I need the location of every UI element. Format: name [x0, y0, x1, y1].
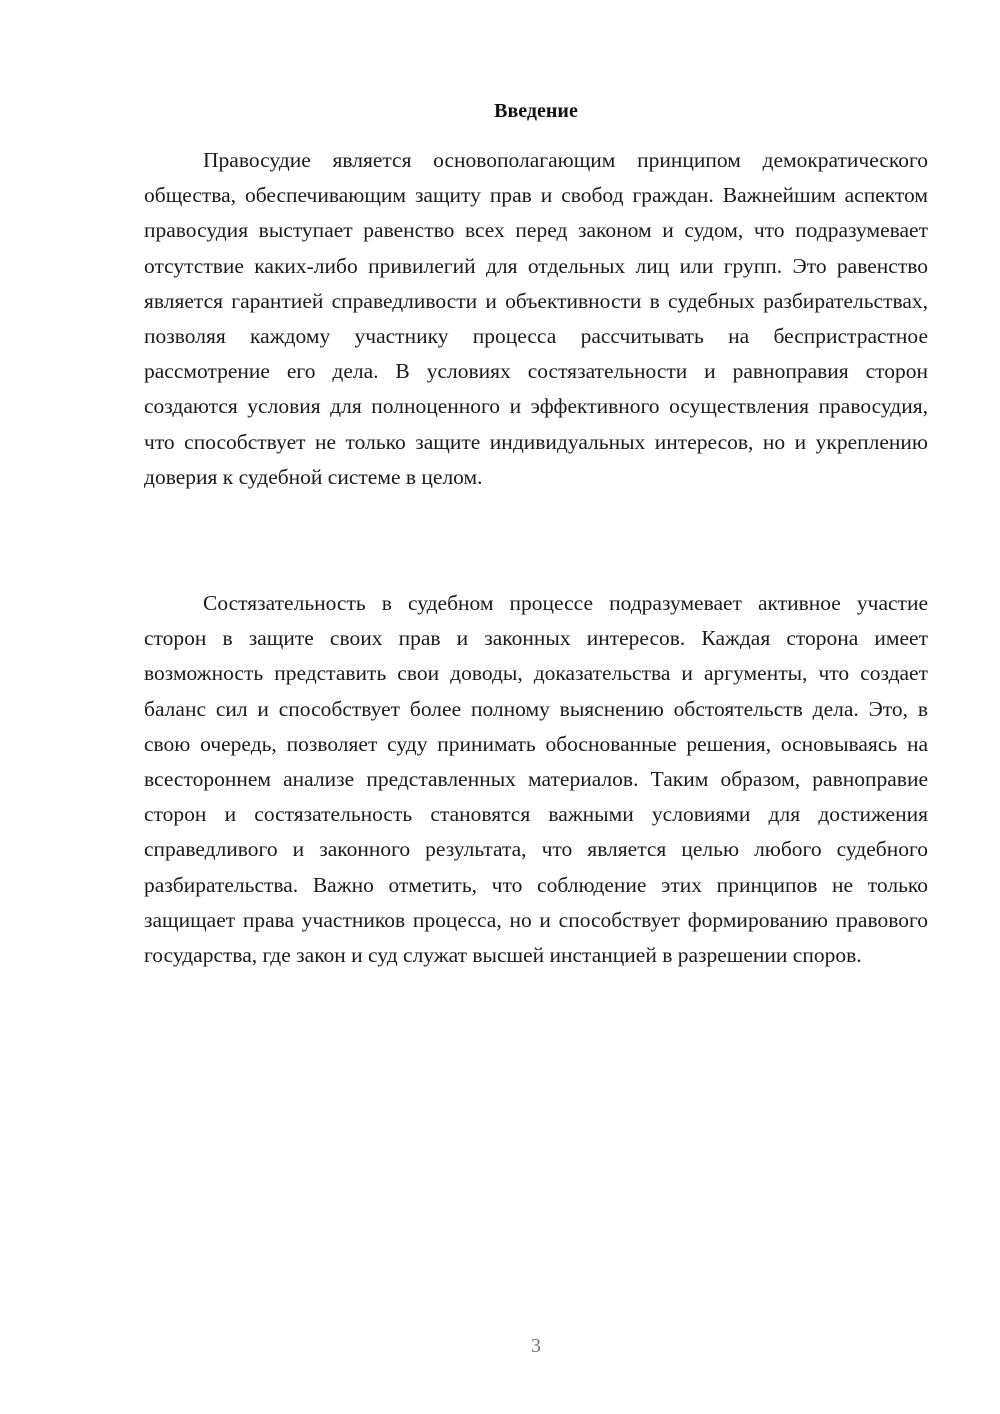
paragraph-1: Правосудие является основополагающим принципом демократического общества, обеспечивающим защиту прав и свобод граждан. Важнейшим аспектом правосудия выступает равенство всех перед законом и судом, что подразумевает отсутствие каких-либо привилегий для отдельных лиц или групп. Это равенство является гарантией справедливости и объективности в судебных разбирательствах, позволяя каждому участнику процесса рассчитывать на беспристрастное рассмотрение его дела. В условиях состязательности и равноправия сторон создаются условия для полноценного и эффективного осуществления правосудия, что способствует не только защите индивидуальных интересов, но и укреплению доверия к судебной системе в целом.	[144, 148, 928, 489]
section-heading: Введение	[494, 100, 578, 122]
page-number: 3	[531, 1335, 541, 1357]
paragraph-2: Состязательность в судебном процессе подразумевает активное участие сторон в защите своих прав и законных интересов. Каждая сторона имеет возможность представить свои доводы, доказательства и аргументы, что создает баланс сил и способствует более полному выяснению обстоятельств дела. Это, в свою очередь, позволяет суду принимать обоснованные решения, основываясь на всестороннем анализе представленных материалов. Таким образом, равноправие сторон и состязательность становятся важными условиями для достижения справедливого и законного результата, что является целью любого судебного разбирательства. Важно отметить, что соблюдение этих принципов не только защищает права участников процесса, но и способствует формированию правового государства, где закон и суд служат высшей инстанцией в разрешении споров.	[144, 591, 928, 968]
